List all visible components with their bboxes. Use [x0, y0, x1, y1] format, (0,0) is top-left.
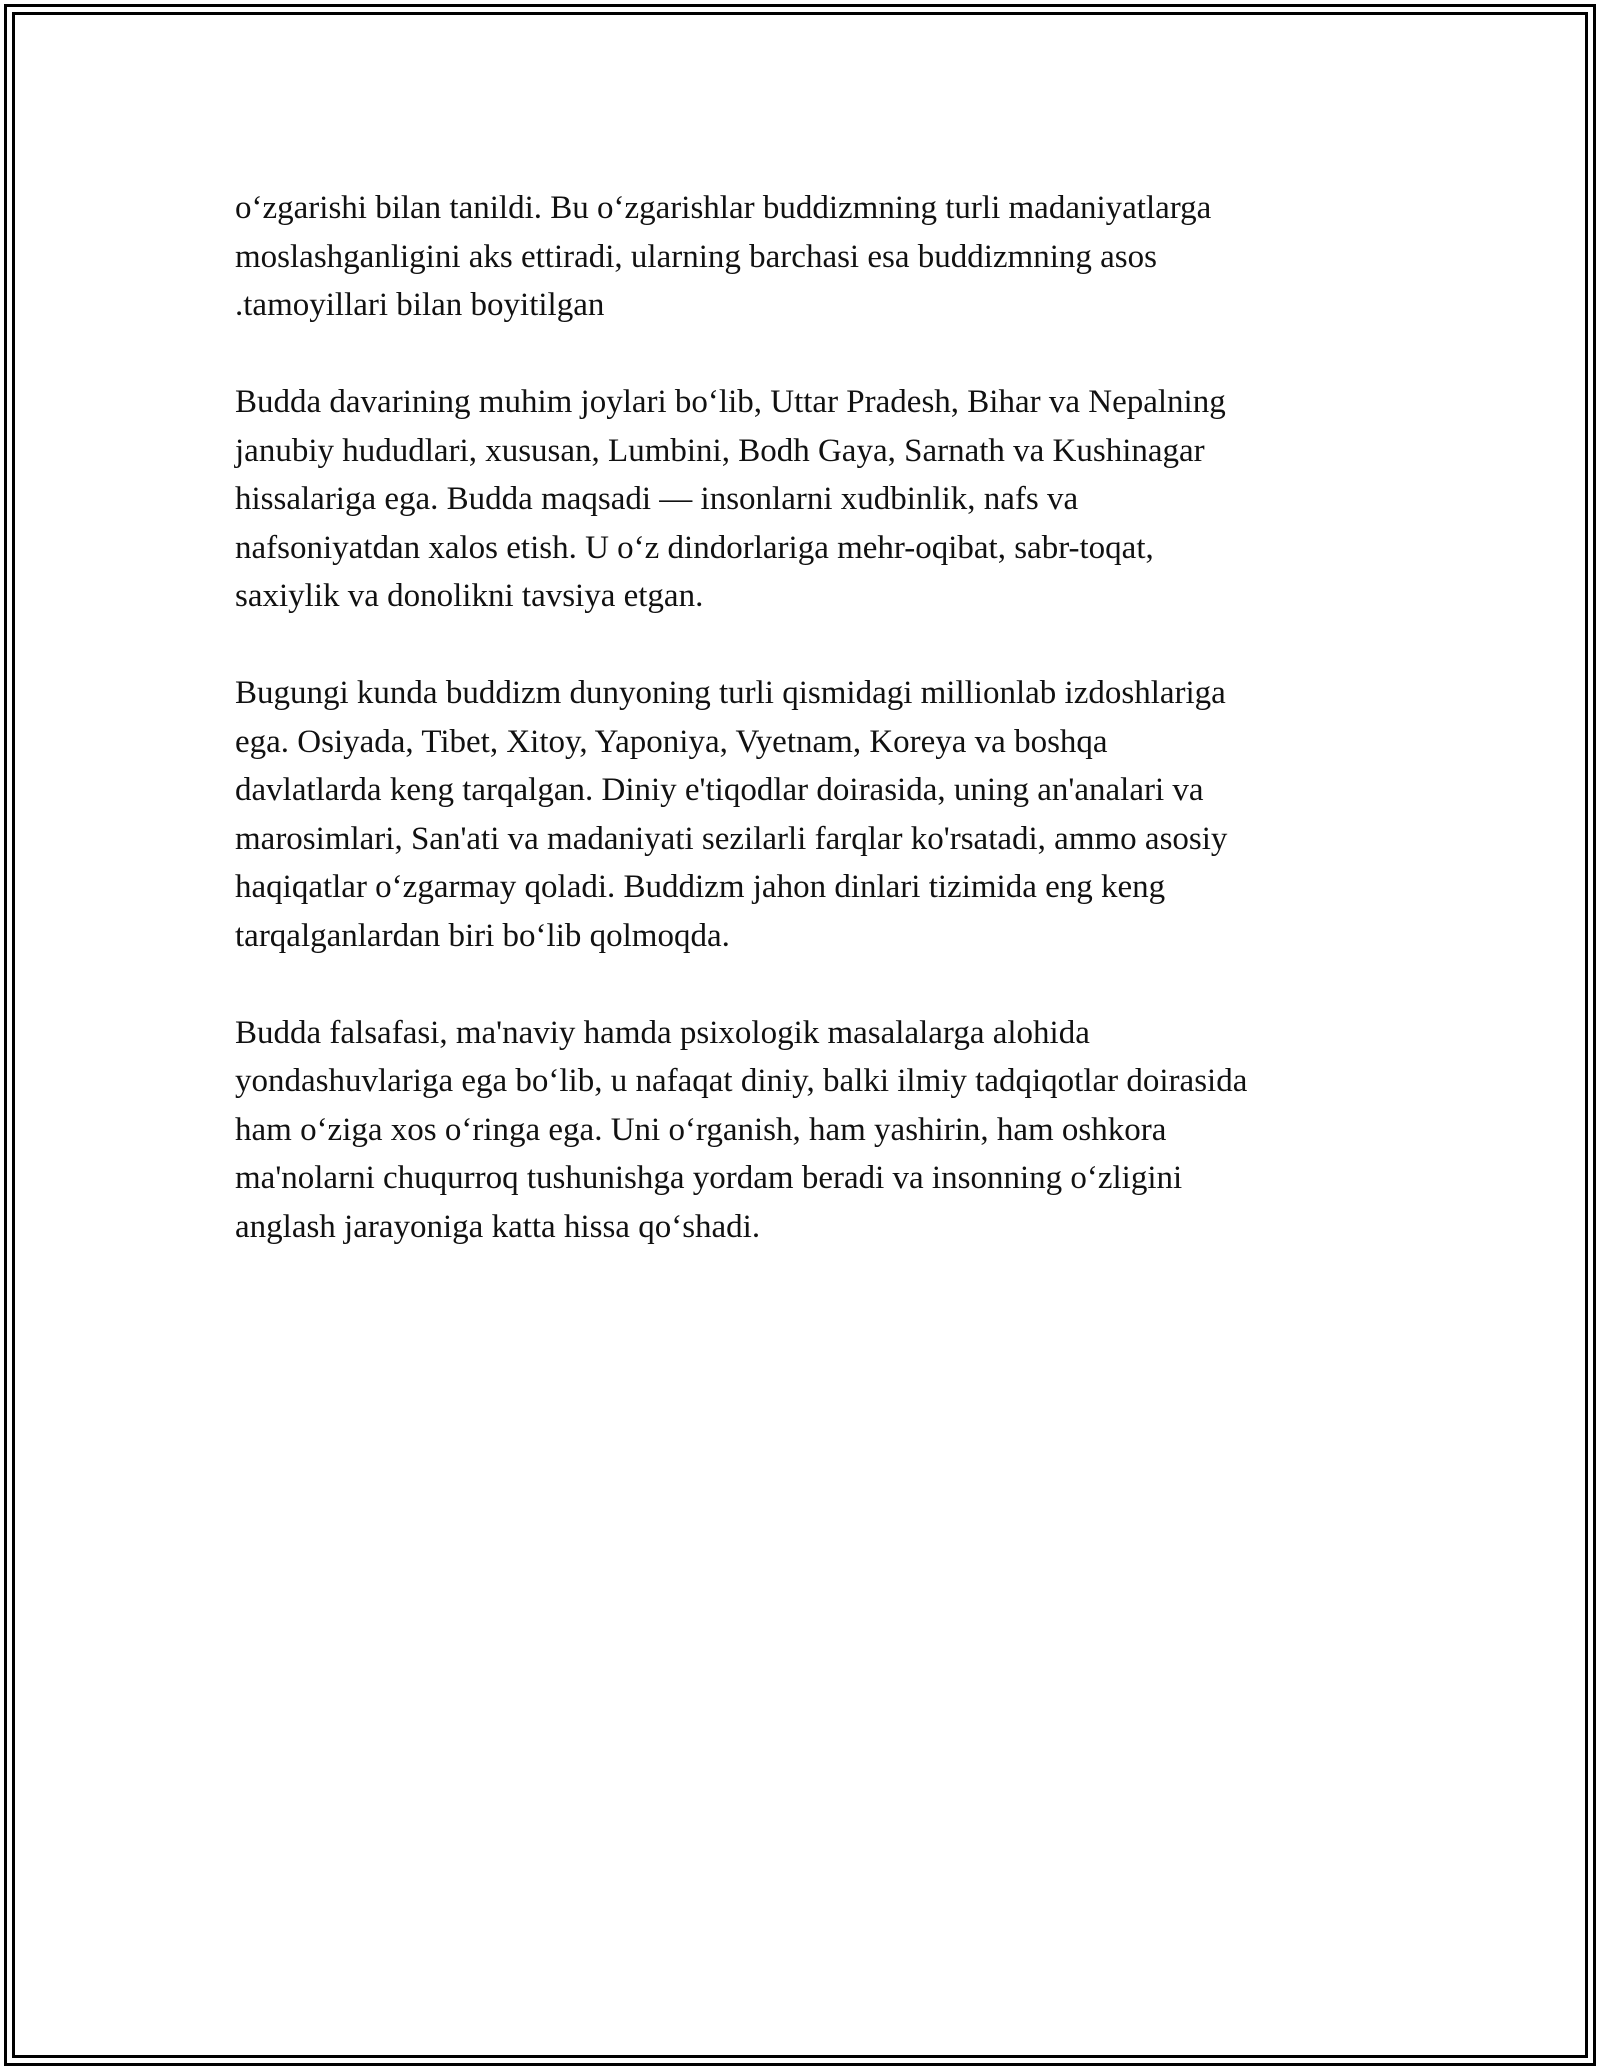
text-line: ma'nolarni chuqurroq tushunishga yordam beradi va insonning o‘zligini: [235, 1160, 1183, 1196]
text-line: hissalariga ega. Budda maqsadi — insonlarni xudbinlik, nafs va: [235, 481, 1079, 517]
text-line: janubiy hududlari, xususan, Lumbini, Bodh Gaya, Sarnath va Kushinagar: [235, 432, 1205, 469]
text-line: saxiylik va donolikni tavsiya etgan.: [235, 578, 704, 614]
text-line: ham o‘ziga xos o‘ringa ega. Uni o‘rganish, ham yashirin, ham oshkora: [235, 1111, 1167, 1148]
text-line: Budda falsafasi, ma'naviy hamda psixologik masalalarga alohida: [235, 1014, 1090, 1051]
text-line: .tamoyillari bilan boyitilgan: [235, 287, 605, 323]
text-line: nafsoniyatdan xalos etish. U o‘z dindorlariga mehr-oqibat, sabr-toqat,: [235, 529, 1154, 566]
paragraph-2: [235, 378, 1415, 621]
document-body: [235, 184, 1415, 1300]
text-line: davlatlarda keng tarqalgan. Diniy e'tiqodlar doirasida, uning an'analari va: [235, 772, 1204, 808]
text-line: yondashuvlariga ega bo‘lib, u nafaqat diniy, balki ilmiy tadqiqotlar doirasida: [235, 1063, 1248, 1099]
text-line: ega. Osiyada, Tibet, Xitoy, Yaponiya, Vyetnam, Koreya va boshqa: [235, 723, 1108, 760]
text-line: marosimlari, San'ati va madaniyati sezilarli farqlar ko'rsatadi, ammo asosiy: [235, 820, 1228, 857]
paragraph-1: [235, 184, 1415, 330]
text-line: o‘zgarishi bilan tanildi. Bu o‘zgarishlar buddizmning turli madaniyatlarga: [235, 190, 1212, 226]
text-line: moslashganligini aks ettiradi, ularning barchasi esa buddizmning asos: [235, 238, 1157, 275]
paragraph-3: [235, 669, 1415, 960]
text-line: tarqalganlardan biri bo‘lib qolmoqda.: [235, 917, 730, 954]
text-line: haqiqatlar o‘zgarmay qoladi. Buddizm jahon dinlari tizimida eng keng: [235, 869, 1166, 905]
text-line: anglash jarayoniga katta hissa qo‘shadi.: [235, 1208, 761, 1245]
paragraph-4: [235, 1009, 1415, 1252]
text-line: Budda davarining muhim joylari bo‘lib, Uttar Pradesh, Bihar va Nepalning: [235, 384, 1226, 420]
text-line: Bugungi kunda buddizm dunyoning turli qismidagi millionlab izdoshlariga: [235, 675, 1226, 711]
